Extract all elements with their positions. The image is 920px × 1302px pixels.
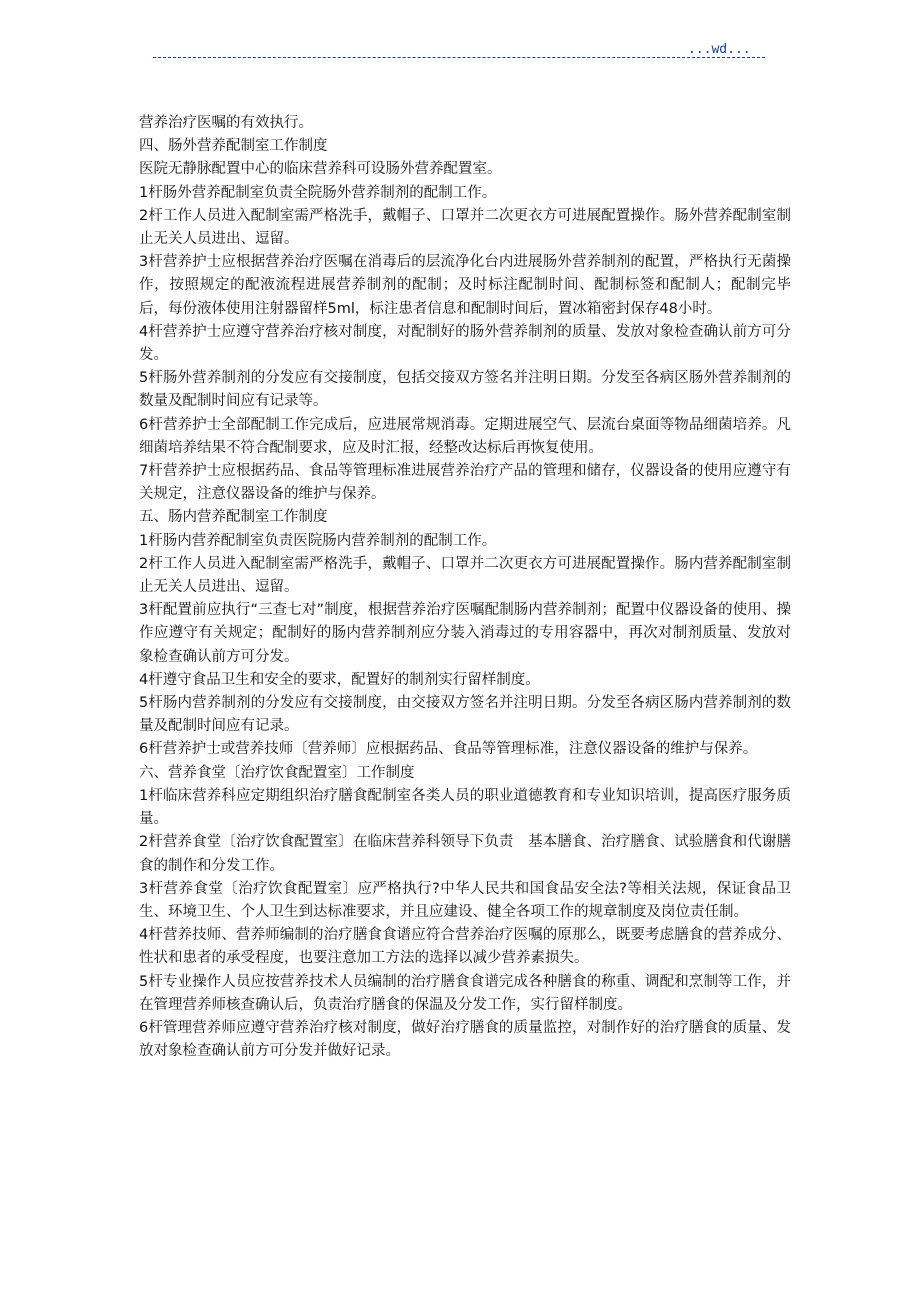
section-heading: 六、营养食堂〔治疗饮食配置室〕工作制度 bbox=[139, 764, 415, 781]
list-item: 6杆管理营养师应遵守营养治疗核对制度，做好治疗膳食的质量监控，对制作好的治疗膳食的质量、发放对象检查确认前方可分发并做好记录。 bbox=[139, 1019, 791, 1060]
list-item: 7杆营养护士应根据药品、食品等管理标准进展营养治疗产品的管理和储存，仪器设备的使用应遵守有关规定，注意仪器设备的维护与保养。 bbox=[139, 463, 791, 503]
list-item: 6杆营养护士或营养技师〔营养师〕应根据药品、食品等管理标准，注意仪器设备的维护与保养。 bbox=[139, 741, 758, 758]
list-item: 1杆肠外营养配制室负责全院肠外营养制剂的配制工作。 bbox=[139, 184, 497, 201]
list-item: 3杆配置前应执行“三查七对”制度，根据营养治疗医嘱配制肠内营养制剂；配置中仪器设备的使用、操作应遵守有关规定；配制好的肠内营养制剂应分装入消毒过的专用容器中，再次对制剂质量、发放对象检查确认前方可分发。 bbox=[139, 602, 791, 665]
document-body bbox=[139, 112, 791, 1063]
list-item: 2杆工作人员进入配制室需严格洗手，戴帽子、口罩并二次更衣方可进展配置操作。肠外营养配制室制止无关人员进出、逗留。 bbox=[139, 207, 791, 248]
list-item: 5杆专业操作人员应按营养技术人员编制的治疗膳食食谱完成各种膳食的称重、调配和烹制等工作，并在管理营养师核查确认后，负责治疗膳食的保温及分发工作，实行留样制度。 bbox=[139, 973, 791, 1013]
list-item: 2杆营养食堂〔治疗饮食配置室〕在临床营养科领导下负责 基本膳食、治疗膳食、试验膳食和代谢膳食的制作和分发工作。 bbox=[139, 834, 791, 874]
list-item: 5杆肠内营养制剂的分发应有交接制度，由交接双方签名并注明日期。分发至各病区肠内营养制剂的数量及配制时间应有记录。 bbox=[139, 695, 791, 735]
list-item: 4杆营养护士应遵守营养治疗核对制度，对配制好的肠外营养制剂的质量、发放对象检查确认前方可分发。 bbox=[139, 323, 791, 364]
list-item: 2杆工作人员进入配制室需严格洗手，戴帽子、口罩并二次更衣方可进展配置操作。肠内营养配制室制止无关人员进出、逗留。 bbox=[139, 555, 791, 596]
list-item: 4杆遵守食品卫生和安全的要求，配置好的制剂实行留样制度。 bbox=[139, 671, 540, 688]
header-divider bbox=[153, 57, 765, 58]
list-item: 3杆营养食堂〔治疗饮食配置室〕应严格执行?中华人民共和国食品安全法?等相关法规，保证食品卫生、环境卫生、个人卫生到达标准要求，并且应建设、健全各项工作的规章制度及岗位责任制。 bbox=[139, 880, 791, 920]
list-item: 4杆营养技师、营养师编制的治疗膳食食谱应符合营养治疗医嘱的原那么，既要考虑膳食的营养成分、性状和患者的承受程度，也要注意加工方法的选择以减少营养素损失。 bbox=[139, 927, 791, 967]
list-item: 1杆临床营养科应定期组织治疗膳食配制室各类人员的职业道德教育和专业知识培训，提高医疗服务质量。 bbox=[139, 787, 791, 828]
list-item: 1杆肠内营养配制室负责医院肠内营养制剂的配制工作。 bbox=[139, 532, 497, 549]
paragraph: 医院无静脉配置中心的临床营养科可设肠外营养配置室。 bbox=[139, 161, 502, 178]
paragraph: 营养治疗医嘱的有效执行。 bbox=[139, 115, 313, 131]
section-heading: 五、肠内营养配制室工作制度 bbox=[139, 509, 328, 526]
list-item: 5杆肠外营养制剂的分发应有交接制度，包括交接双方签名并注明日期。分发至各病区肠外营养制剂的数量及配制时间应有记录等。 bbox=[139, 370, 791, 410]
header-mark: ...wd... bbox=[688, 42, 751, 57]
list-item: 3杆营养护士应根据营养治疗医嘱在消毒后的层流净化台内进展肠外营养制剂的配置，严格执行无菌操作，按照规定的配液流程进展营养制剂的配制；及时标注配制时间、配制标签和配制人；配制完毕后，每份液体使用注射器留样5ml，标注患者信息和配制时间后，置冰箱密封保存48小时。 bbox=[139, 254, 791, 317]
section-heading: 四、肠外营养配制室工作制度 bbox=[139, 138, 328, 155]
list-item: 6杆营养护士全部配制工作完成后，应进展常规消毒。定期进展空气、层流台桌面等物品细菌培养。凡细菌培养结果不符合配制要求，应及时汇报，经整改达标后再恢复使用。 bbox=[139, 416, 791, 456]
